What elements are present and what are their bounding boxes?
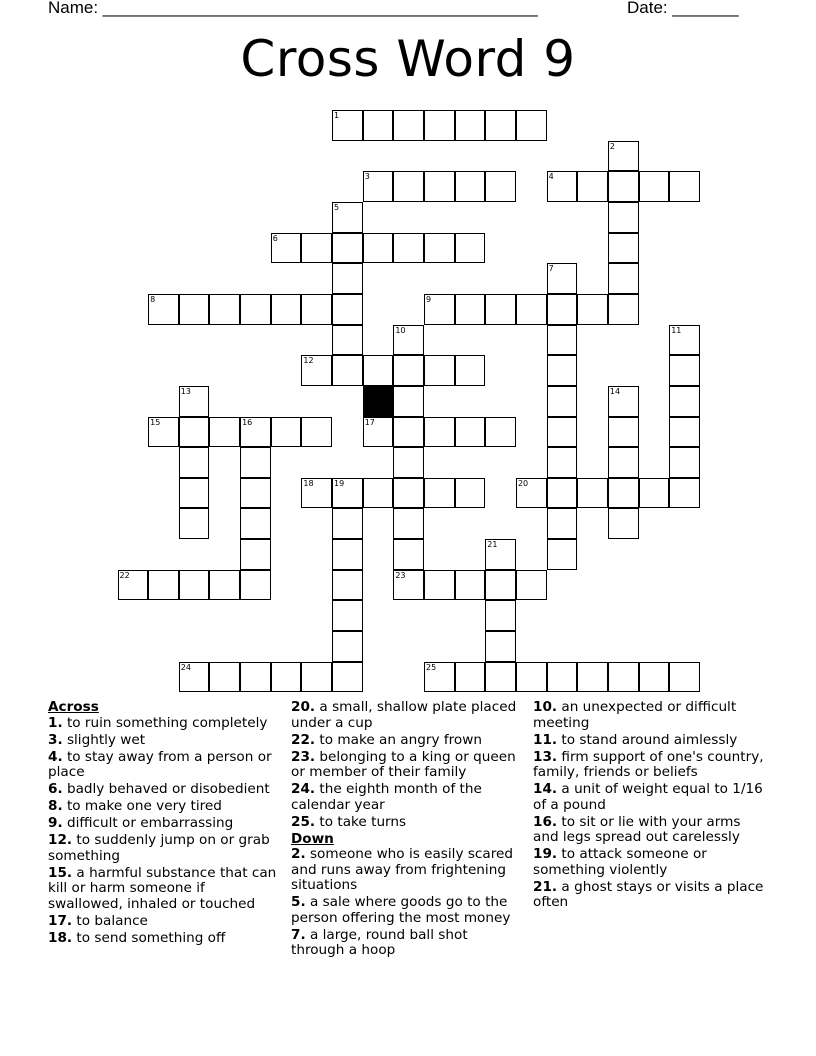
clue-number-label: 24. [291,781,316,797]
grid-cell[interactable] [547,539,578,570]
grid-cell[interactable] [608,478,639,509]
grid-cell[interactable] [516,110,547,141]
clue-item [48,931,280,947]
clue-number-label: 25. [291,813,316,830]
grid-cell[interactable] [455,294,486,325]
across-heading: Across [48,699,99,715]
grid-cell[interactable] [332,539,363,570]
clue-number: 21 [487,540,498,550]
grid-cell[interactable] [240,539,271,570]
grid-cell[interactable] [179,417,210,448]
clue-number-label: 17. [48,912,73,929]
grid-cell[interactable] [485,417,516,448]
clue-text: to send something off [72,929,226,946]
grid-cell[interactable] [485,539,516,570]
clue-item [291,847,523,894]
grid-cell[interactable] [485,662,516,693]
clue-column-1 [48,700,280,948]
clue-item [291,895,523,926]
clue-text: to take turns [315,813,407,830]
grid-cell[interactable] [363,171,394,202]
grid-cell[interactable] [363,478,394,509]
grid-cell[interactable] [424,233,455,264]
clue-number-label: 20. [291,699,316,715]
grid-cell[interactable] [485,600,516,631]
grid-cell[interactable] [393,110,424,141]
grid-cell[interactable] [516,662,547,693]
down-heading: Down [291,830,334,847]
grid-cell[interactable] [209,662,240,693]
grid-cell[interactable] [363,355,394,386]
grid-cell[interactable] [485,110,516,141]
grid-cell[interactable] [455,417,486,448]
grid-cell[interactable] [608,202,639,233]
clue-number: 10 [395,325,406,335]
grid-cell[interactable] [547,325,578,356]
clue-number: 17 [364,417,375,427]
grid-cell[interactable] [332,202,363,233]
grid-cell[interactable] [516,478,547,509]
clue-item [291,700,523,731]
grid-cell[interactable] [240,508,271,539]
grid-cell[interactable] [179,570,210,601]
clue-item [48,733,280,749]
grid-cell[interactable] [332,600,363,631]
grid-cell[interactable] [301,233,332,264]
grid-cell[interactable] [608,662,639,693]
name-line: Name: ______________________________________________ [48,0,538,17]
clue-number-label: 18. [48,929,73,946]
clue-text: to sit or lie with your arms and legs spread out carelessly [533,813,741,845]
grid-cell[interactable] [148,294,179,325]
grid-cell[interactable] [608,171,639,202]
grid-cell[interactable] [455,110,486,141]
grid-cell[interactable] [393,478,424,509]
clue-number: 8 [150,294,156,304]
grid-cell[interactable] [332,631,363,662]
clue-number-label: 23. [291,748,316,765]
clue-number-label: 7. [291,926,306,943]
grid-cell[interactable] [455,355,486,386]
grid-cell[interactable] [240,662,271,693]
clue-item [48,799,280,815]
clue-number-label: 16. [533,813,558,830]
clue-text: someone who is easily scared and runs away from frightening situations [291,846,513,893]
clue-item [533,750,765,781]
clue-number: 24 [180,662,191,672]
grid-cell[interactable] [301,417,332,448]
grid-cell[interactable] [332,508,363,539]
grid-cell[interactable] [209,570,240,601]
grid-cell[interactable] [516,294,547,325]
grid-cell[interactable] [393,417,424,448]
grid-cell[interactable] [639,662,670,693]
clue-number-label: 15. [48,864,73,881]
grid-cell[interactable] [393,171,424,202]
grid-cell[interactable] [393,539,424,570]
grid-cell[interactable] [179,478,210,509]
clue-text: to stay away from a person or place [48,748,272,780]
clue-text: to suddenly jump on or grab something [48,832,270,864]
clue-text: to make one very tired [62,798,222,814]
grid-cell[interactable] [240,417,271,448]
grid-cell[interactable] [240,294,271,325]
grid-cell[interactable] [332,570,363,601]
grid-cell[interactable] [148,570,179,601]
clue-text: to attack someone or something violently [533,846,707,878]
grid-cell[interactable] [393,325,424,356]
grid-cell[interactable] [118,570,149,601]
clue-number-label: 14. [533,781,558,797]
clue-number: 25 [426,662,437,672]
clue-item [291,815,523,831]
clue-number: 23 [395,570,406,580]
clue-text: difficult or embarrassing [62,815,234,831]
grid-cell[interactable] [179,447,210,478]
clue-number: 16 [242,417,253,427]
grid-cell[interactable] [271,417,302,448]
clue-number-label: 8. [48,798,63,814]
grid-cell[interactable] [547,263,578,294]
grid-cell[interactable] [547,171,578,202]
grid-cell[interactable] [393,233,424,264]
clue-text: to ruin something completely [62,714,268,731]
grid-cell[interactable] [639,171,670,202]
grid-cell[interactable] [301,662,332,693]
clue-number: 20 [517,478,529,488]
clue-column-3 [533,700,765,912]
grid-cell[interactable] [301,478,332,509]
clue-item [48,914,280,930]
grid-cell[interactable] [209,294,240,325]
clue-number: 19 [334,478,345,488]
clue-item [48,833,280,864]
clue-number-label: 5. [291,894,306,910]
grid-cell[interactable] [424,478,455,509]
grid-cell[interactable] [455,662,486,693]
grid-cell[interactable] [547,662,578,693]
grid-cell[interactable] [271,233,302,264]
grid-cell[interactable] [424,110,455,141]
grid-cell[interactable] [209,417,240,448]
page-title: Cross Word 9 [240,30,576,88]
clue-item [533,782,765,813]
clue-text: to make an angry frown [315,731,482,748]
grid-cell[interactable] [179,386,210,417]
grid-cell[interactable] [424,570,455,601]
grid-cell[interactable] [485,570,516,601]
grid-cell[interactable] [148,417,179,448]
clue-number: 14 [609,386,621,396]
grid-cell[interactable] [669,355,700,386]
clue-number: 15 [150,417,161,427]
clue-item [48,782,280,798]
grid-cell[interactable] [608,233,639,264]
clue-number-label: 9. [48,815,63,831]
clue-column-2 [291,700,523,960]
clue-text: a harmful substance that can kill or harm someone if swallowed, inhaled or touched [48,864,277,912]
grid-cell[interactable] [271,294,302,325]
grid-cell[interactable] [424,662,455,693]
grid-cell[interactable] [608,263,639,294]
grid-cell[interactable] [577,294,608,325]
grid-cell[interactable] [577,478,608,509]
grid-cell[interactable] [332,110,363,141]
grid-cell[interactable] [547,294,578,325]
clue-text: a small, shallow plate placed under a cup [291,699,517,731]
grid-cell[interactable] [332,662,363,693]
grid-cell[interactable] [332,355,363,386]
clue-number: 6 [272,233,278,243]
grid-cell[interactable] [669,325,700,356]
grid-cell[interactable] [424,355,455,386]
grid-cell[interactable] [455,478,486,509]
grid-cell[interactable] [669,171,700,202]
clue-number: 9 [426,294,432,304]
clue-number: 12 [303,356,314,366]
grid-cell[interactable] [669,662,700,693]
grid-cell[interactable] [455,171,486,202]
grid-cell[interactable] [669,386,700,417]
clue-number-label: 22. [291,731,316,748]
clue-number-label: 10. [533,699,558,715]
clue-text: a ghost stays or visits a place often [533,878,764,910]
clue-number: 3 [364,172,370,182]
grid-cell[interactable] [393,386,424,417]
grid-cell[interactable] [547,355,578,386]
clue-text: to stand around aimlessly [557,731,738,748]
clue-text: a large, round ball shot through a hoop [291,926,468,958]
grid-cell[interactable] [455,570,486,601]
grid-cell[interactable] [424,417,455,448]
clue-text: slightly wet [62,731,146,748]
clue-text: a unit of weight equal to 1/16 of a pound [533,781,763,813]
grid-cell[interactable] [608,294,639,325]
grid-cell[interactable] [577,171,608,202]
grid-cell[interactable] [240,447,271,478]
clue-text: badly behaved or disobedient [62,781,270,797]
clue-number-label: 3. [48,731,63,748]
grid-cell[interactable] [547,508,578,539]
grid-cell[interactable] [608,417,639,448]
grid-cell[interactable] [271,662,302,693]
clue-text: a sale where goods go to the person offering the most money [291,894,511,926]
clue-number-label: 19. [533,846,558,862]
grid-cell[interactable] [485,171,516,202]
grid-cell[interactable] [393,447,424,478]
clue-number-label: 2. [291,846,306,862]
grid-cell[interactable] [179,508,210,539]
grid-cell[interactable] [332,294,363,325]
clue-item [48,816,280,832]
clue-number-label: 21. [533,878,558,895]
clue-number: 7 [548,264,554,274]
grid-cell[interactable] [393,570,424,601]
grid-cell[interactable] [455,233,486,264]
grid-cell[interactable] [608,141,639,172]
grid-cell[interactable] [240,570,271,601]
grid-cell[interactable] [424,171,455,202]
grid-black-cell [363,386,394,417]
clue-item [48,750,280,781]
clue-item [48,866,280,913]
clue-text: belonging to a king or queen or member of their family [291,748,516,780]
grid-cell[interactable] [547,447,578,478]
clue-number-label: 11. [533,731,558,748]
grid-cell[interactable] [639,478,670,509]
clue-item [291,928,523,959]
clue-number: 13 [180,386,191,396]
clue-number-label: 1. [48,714,63,731]
grid-cell[interactable] [424,294,455,325]
grid-cell[interactable] [363,233,394,264]
clue-number-label: 4. [48,748,63,765]
clue-item [533,880,765,911]
clue-item [291,750,523,781]
clue-item [533,733,765,749]
grid-cell[interactable] [393,355,424,386]
grid-cell[interactable] [669,478,700,509]
grid-cell[interactable] [363,417,394,448]
clue-number-label: 6. [48,781,63,797]
grid-cell[interactable] [669,447,700,478]
grid-cell[interactable] [332,325,363,356]
clue-number: 1 [334,111,340,120]
clue-number-label: 12. [48,832,73,848]
grid-cell[interactable] [608,447,639,478]
clue-item [533,847,765,878]
clue-number: 2 [609,141,615,151]
grid-cell[interactable] [608,508,639,539]
grid-cell[interactable] [577,662,608,693]
grid-cell[interactable] [179,294,210,325]
grid-cell[interactable] [485,294,516,325]
clue-text: to balance [72,912,148,929]
clue-item [291,782,523,813]
clue-item [533,815,765,846]
clue-number-label: 13. [533,748,558,765]
clue-number: 4 [548,172,554,182]
grid-cell[interactable] [332,478,363,509]
grid-cell[interactable] [301,294,332,325]
grid-cell[interactable] [332,263,363,294]
grid-cell[interactable] [240,478,271,509]
grid-cell[interactable] [332,233,363,264]
grid-cell[interactable] [547,478,578,509]
clue-text: firm support of one's country, family, friends or beliefs [533,748,764,780]
clue-number: 22 [119,570,130,580]
clue-item [291,733,523,749]
grid-cell[interactable] [547,417,578,448]
grid-cell[interactable] [393,508,424,539]
clue-number: 11 [671,325,682,335]
grid-cell[interactable] [669,417,700,448]
clue-number: 5 [334,202,340,212]
grid-cell[interactable] [547,386,578,417]
grid-cell[interactable] [516,570,547,601]
clue-text: an unexpected or difficult meeting [533,699,737,731]
clue-item [533,700,765,731]
grid-cell[interactable] [608,386,639,417]
grid-cell[interactable] [179,662,210,693]
grid-cell[interactable] [363,110,394,141]
clue-number: 18 [303,478,314,488]
date-line: Date: _______ [627,0,739,17]
grid-cell[interactable] [485,631,516,662]
clue-text: the eighth month of the calendar year [291,781,482,813]
grid-cell[interactable] [301,355,332,386]
clue-item [48,716,280,732]
